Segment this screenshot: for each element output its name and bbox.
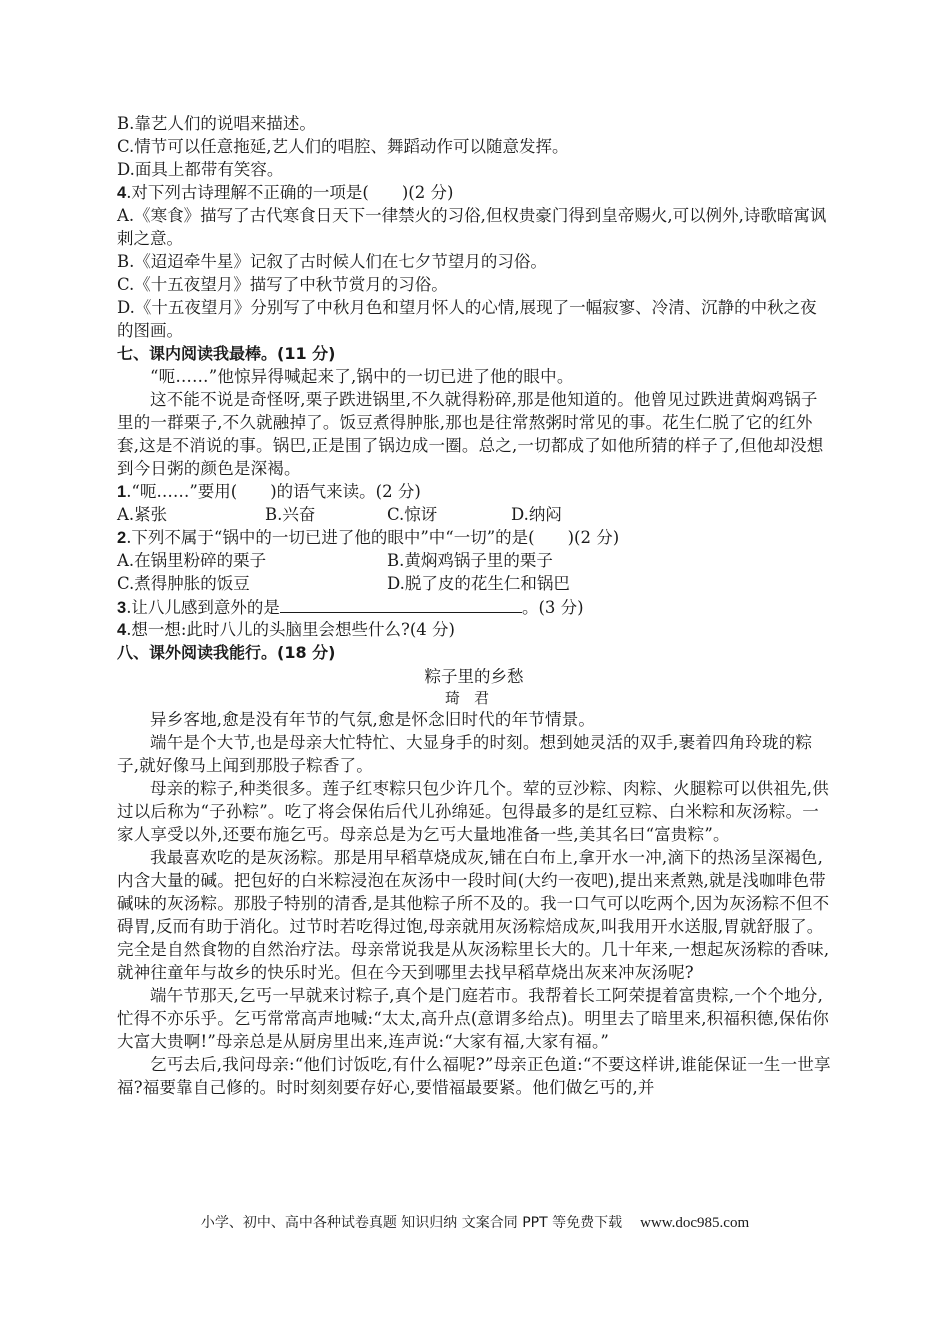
question-points: 。(3 分) <box>521 598 584 617</box>
footer-text: 小学、初中、高中各种试卷真题 知识归纳 文案合同 PPT 等免费下载 <box>200 1215 623 1231</box>
passage-paragraph: “呃……”他惊异得喊起来了,锅中的一切已进了他的眼中。 <box>150 367 574 386</box>
option-line: D.《十五夜望月》分别写了中秋月色和望月怀人的心情,展现了一幅寂寥、冷清、沉静的中秋之夜的图画。 <box>117 298 817 340</box>
question-number: 4 <box>117 621 127 639</box>
option-line: A.《寒食》描写了古代寒食日天下一律禁火的习俗,但权贵豪门得到皇帝赐火,可以例外,诗歌暗寓讽刺之意。 <box>117 206 827 248</box>
passage-paragraph: 我最喜欢吃的是灰汤粽。那是用早稻草烧成灰,铺在白布上,拿开水一冲,滴下的热汤呈深褐色,内含大量的碱。把包好的白米粽浸泡在灰汤中一段时间(大约一夜吧),提出来煮熟,就是浅咖啡色带碱味的灰汤粽。那股子特别的清香,是其他粽子所不及的。我一口气可以吃两个,因为灰汤粽不但不碍胃,反而有助于消化。过节时若吃得过饱,母亲就用灰汤粽焙成灰,叫我用开水送服,胃就舒服了。完全是自然食物的自然治疗法。母亲常说我是从灰汤粽里长大的。几十年来,一想起灰汤粽的香味,就神往童年与故乡的快乐时光。但在今天到哪里去找早稻草烧出灰来冲灰汤呢? <box>117 848 830 982</box>
passage-paragraph: 端午是个大节,也是母亲大忙特忙、大显身手的时刻。想到她灵活的双手,裹着四角玲珑的粽子,就好像马上闻到那股子粽香了。 <box>117 733 813 775</box>
article-title: 粽子里的乡愁 <box>424 667 524 686</box>
option-b: B.兴奋 <box>265 505 316 524</box>
article-author: 琦君 <box>444 689 503 707</box>
question-7-1 <box>117 480 831 503</box>
question-text: .下列不属于“锅中的一切已进了他的眼中”中“一切”的是( )(2 分) <box>126 528 620 547</box>
option-a: A.在锅里粉碎的栗子 <box>117 551 267 570</box>
option-line: C.《十五夜望月》描写了中秋节赏月的习俗。 <box>117 275 448 294</box>
question-7-3 <box>117 595 831 618</box>
option-d: D.纳闷 <box>511 505 562 524</box>
option-c: C.煮得肿胀的饭豆 <box>117 574 250 593</box>
section-7-heading: 七、课内阅读我最棒。(11 分) <box>117 344 336 363</box>
question-number: 4 <box>117 184 127 202</box>
option-c: C.惊讶 <box>387 505 438 524</box>
question-text: .想一想:此时八儿的头脑里会想些什么?(4 分) <box>126 620 455 639</box>
footer-site-link[interactable]: www.doc985.com <box>640 1215 750 1231</box>
document-page <box>117 112 831 1099</box>
option-line: D.面具上都带有笑容。 <box>117 160 284 179</box>
question-text: .对下列古诗理解不正确的一项是( )(2 分) <box>126 183 454 202</box>
passage-paragraph: 端午节那天,乞丐一早就来讨粽子,真个是门庭若市。我帮着长工阿荣提着富贵粽,一个个地分,忙得不亦乐乎。乞丐常常高声地喊:“太太,高升点(意谓多给点)。明里去了暗里来,积福积德,保佑你大富大贵啊!”母亲总是从厨房里出来,连声说:“大家有福,大家有福。” <box>117 986 830 1051</box>
question-text: .“呃……”要用( )的语气来读。(2 分) <box>126 482 421 501</box>
question-number: 3 <box>117 599 127 617</box>
passage-paragraph: 母亲的粽子,种类很多。莲子红枣粽只包少许几个。荤的豆沙粽、肉粽、火腿粽可以供祖先,供过以后称为“子孙粽”。吃了将会保佑后代儿孙绵延。包得最多的是红豆粽、白米粽和灰汤粽。一家人享受以外,还要布施乞丐。母亲总是为乞丐大量地准备一些,美其名曰“富贵粽”。 <box>117 779 829 844</box>
option-line: B.《迢迢牵牛星》记叙了古时候人们在七夕节望月的习俗。 <box>117 252 547 271</box>
question-7-2 <box>117 526 831 549</box>
option-d: D.脱了皮的花生仁和锅巴 <box>387 574 570 593</box>
passage-paragraph: 异乡客地,愈是没有年节的气氛,愈是怀念旧时代的年节情景。 <box>150 710 596 729</box>
options-row <box>117 503 831 526</box>
question-4 <box>117 181 831 204</box>
options-row <box>117 549 831 572</box>
option-line: B.靠艺人们的说唱来描述。 <box>117 114 316 133</box>
option-line: C.情节可以任意拖延,艺人们的唱腔、舞蹈动作可以随意发挥。 <box>117 137 569 156</box>
question-7-4 <box>117 618 831 641</box>
option-b: B.黄焖鸡锅子里的栗子 <box>387 551 553 570</box>
question-number: 1 <box>117 483 127 501</box>
question-text: .让八儿感到意外的是 <box>126 598 280 617</box>
page-footer <box>0 1212 950 1232</box>
answer-blank[interactable] <box>280 595 522 613</box>
section-8-heading: 八、课外阅读我能行。(18 分) <box>117 643 336 662</box>
option-a: A.紧张 <box>117 505 168 524</box>
passage-paragraph: 乞丐去后,我问母亲:“他们讨饭吃,有什么福呢?”母亲正色道:“不要这样讲,谁能保证一生一世享福?福要靠自己修的。时时刻刻要存好心,要惜福最要紧。他们做乞丐的,并 <box>117 1055 831 1097</box>
options-row <box>117 572 831 595</box>
question-number: 2 <box>117 529 127 547</box>
passage-paragraph: 这不能不说是奇怪呀,栗子跌进锅里,不久就得粉碎,那是他知道的。他曾见过跌进黄焖鸡锅子里的一群栗子,不久就融掉了。饭豆煮得肿胀,那也是往常熬粥时常见的事。花生仁脱了它的红外套,这是不消说的事。锅巴,正是围了锅边成一圈。总之,一切都成了如他所猜的样子了,但他却没想到今日粥的颜色是深褐。 <box>117 390 824 478</box>
